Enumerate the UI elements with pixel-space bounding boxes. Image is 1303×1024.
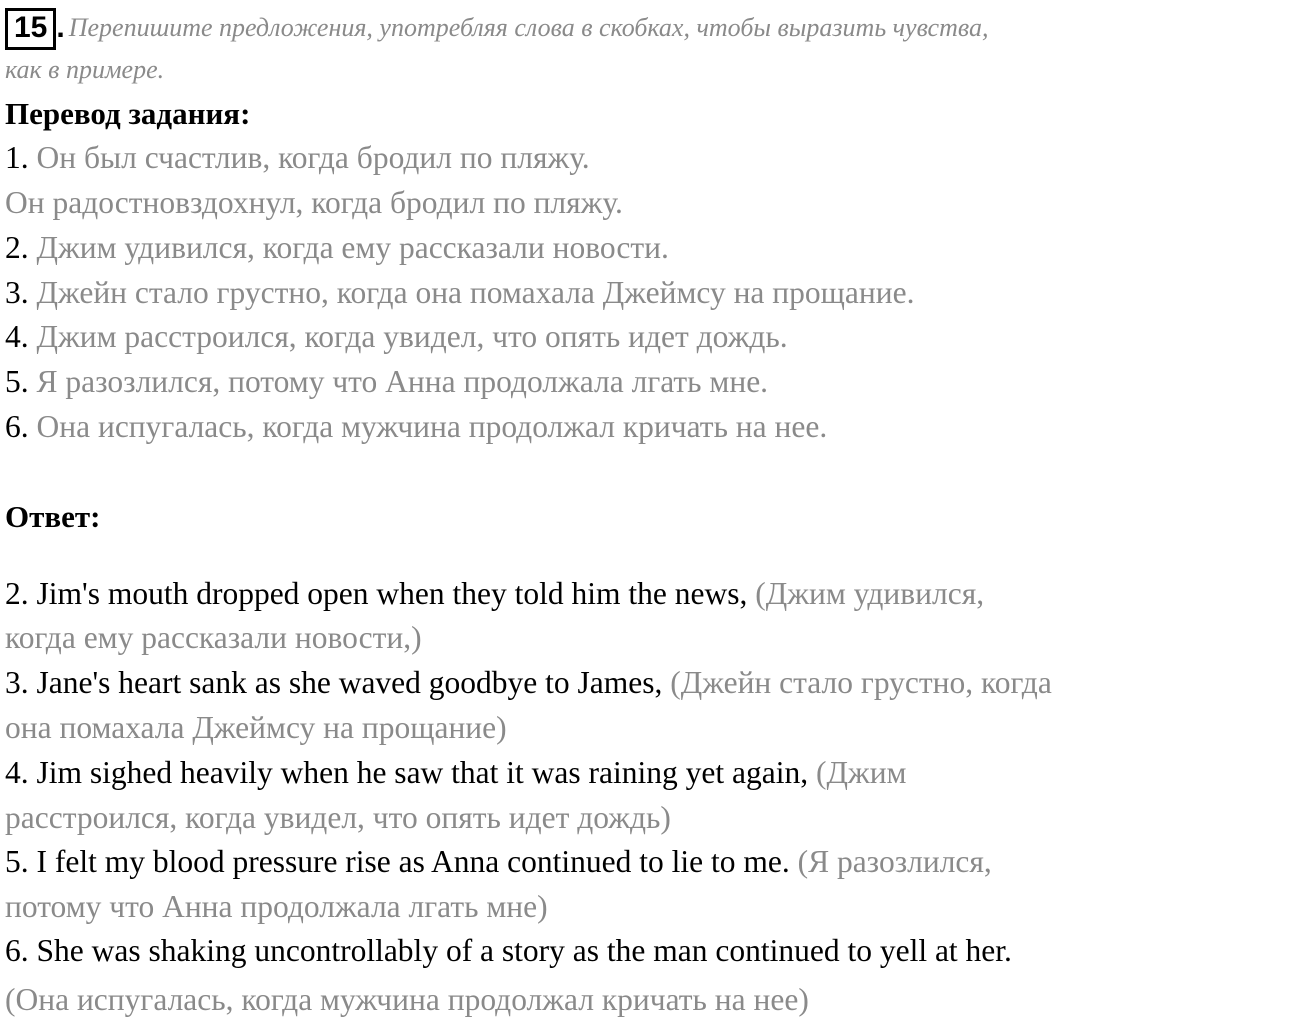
translation-line: [5, 360, 768, 404]
answer-line: [5, 978, 809, 1022]
answer-line: [5, 796, 671, 840]
translation-line: [5, 181, 623, 225]
translation-number: 1.: [5, 140, 37, 175]
task-number-box: 15: [5, 8, 56, 50]
answer-english: 2. Jim's mouth dropped open when they told him the news,: [5, 576, 756, 611]
answer-russian: (Джейн стало грустно, когда: [670, 665, 1052, 700]
answer-line: [5, 840, 992, 884]
translation-number: 5.: [5, 364, 37, 399]
answer-russian: (Она испугалась, когда мужчина продолжал кричать на нее): [5, 982, 809, 1017]
answer-english: 5. I felt my blood pressure rise as Anna continued to lie to me.: [5, 844, 798, 879]
translation-number: 4.: [5, 319, 37, 354]
answer-line: [5, 751, 907, 795]
answer-russian: потому что Анна продолжала лгать мне): [5, 889, 548, 924]
answer-english: 3. Jane's heart sank as she waved goodbye to James,: [5, 665, 671, 700]
answer-russian: (Джим удивился,: [755, 576, 985, 611]
answer-english: 6. She was shaking uncontrollably of a story as the man continued to yell at her.: [5, 933, 1012, 968]
answer-russian: (Джим: [815, 755, 907, 790]
answer-line: [5, 929, 1012, 973]
answer-line: [5, 661, 1052, 705]
task-instruction-line1: Перепишите предложения, употребляя слова в скобках, чтобы выразить чувства,: [68, 13, 989, 42]
translation-title: Перевод задания:: [5, 96, 251, 131]
answer-title: Ответ:: [5, 499, 101, 534]
answer-line: [5, 706, 507, 750]
translation-line: [5, 405, 827, 449]
answer-russian: (Я разозлился,: [797, 844, 992, 879]
translation-text: Джим расстроился, когда увидел, что опять идет дождь.: [36, 319, 788, 354]
answer-russian: она помахала Джеймсу на прощание): [5, 710, 507, 745]
translation-text: Джейн стало грустно, когда она помахала Джеймсу на прощание.: [36, 275, 915, 310]
answer-english: 4. Jim sighed heavily when he saw that it was raining yet again,: [5, 755, 816, 790]
answer-russian: когда ему рассказали новости,): [5, 620, 422, 655]
translation-text: Джим удивился, когда ему рассказали новости.: [36, 230, 669, 265]
task-number-dot: .: [56, 11, 65, 44]
translation-text: Я разозлился, потому что Анна продолжала лгать мне.: [36, 364, 769, 399]
answer-line: [5, 572, 984, 616]
translation-line: [5, 271, 914, 315]
translation-number: 3.: [5, 275, 37, 310]
answer-line: [5, 616, 422, 660]
translation-text: Он был счастлив, когда бродил по пляжу.: [36, 140, 590, 175]
answer-line: [5, 885, 548, 929]
translation-text: Он радостновздохнул, когда бродил по пляжу.: [5, 185, 623, 220]
task-instruction-line2: как в примере.: [5, 55, 165, 84]
translation-line: [5, 226, 669, 270]
task-header: [5, 8, 1295, 90]
answer-russian: расстроился, когда увидел, что опять идет дождь): [5, 800, 671, 835]
translation-line: [5, 136, 590, 180]
translation-number: 2.: [5, 230, 37, 265]
translation-number: 6.: [5, 409, 37, 444]
translation-text: Она испугалась, когда мужчина продолжал кричать на нее.: [36, 409, 828, 444]
translation-line: [5, 315, 788, 359]
